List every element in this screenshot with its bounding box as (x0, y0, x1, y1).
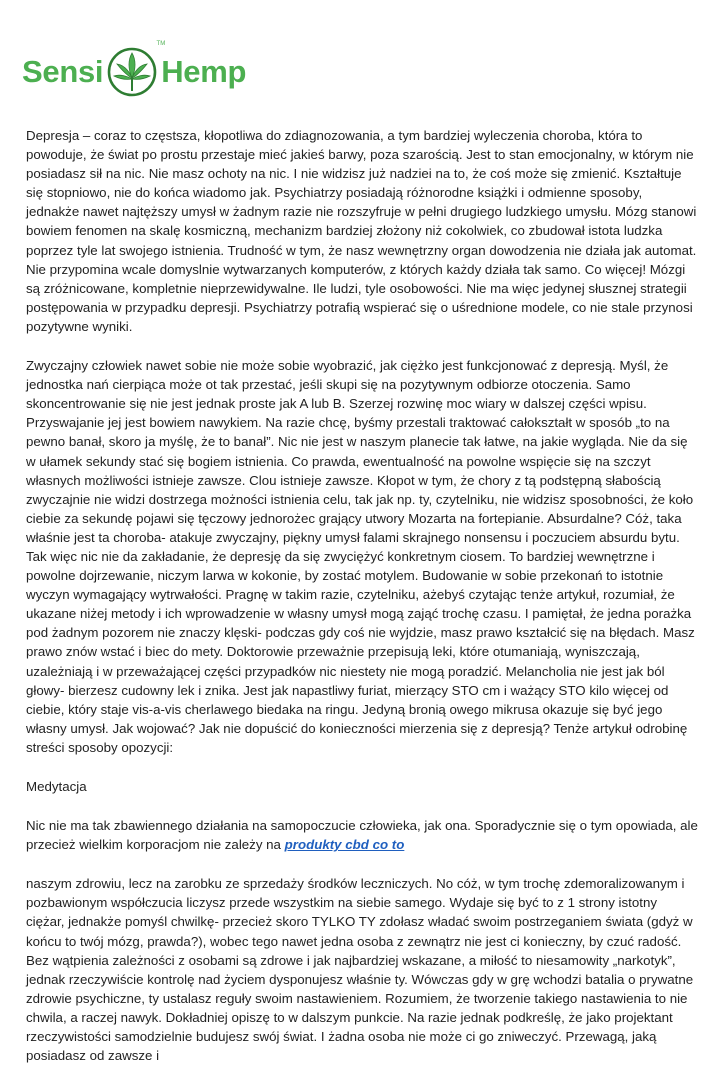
article-body (26, 126, 698, 1083)
hemp-leaf-svg (105, 45, 159, 99)
paragraph-meditation (26, 816, 698, 854)
paragraph-everyday-person: Zwyczajny człowiek nawet sobie nie może sobie wyobrazić, jak ciężko jest funkcjonować z depresją. Myśl, że jednostka nań cierpiąca może ot tak przestać, jeśli skupi się na pozytywnym odbiorze otoczenia. Samo skoncentrowanie się nie jest jednak proste jak A lub B. Szerzej rozwinę moc wiary w dalszej części wpisu. Przyswajanie jej jest bowiem nawykiem. Na razie chcę, byśmy przestali traktować całokształt w sposób „to na pewno banał, skoro ja myślę, że to banał”. Nic nie jest w naszym planecie tak łatwe, na jakie wygląda. Nie da się w ułamek sekundy stać się bogiem istnienia. Co prawda, ewentualność na powolne wspięcie się na szczyt własnych możliwości istnieje zawsze. Clou istnieje zawsze. Kłopot w tym, że chory z tą podstępną słabością zwyczajnie nie widzi dostrzega możności istnienia celu, tak jak np. ty, czytelniku, nie widzisz sposobności, że koło ciebie za sekundę pojawi się tęczowy jednorożec grający utwory Mozarta na fortepianie. Absurdalne? Cóż, taka właśnie jest ta choroba- atakuje zwyczajny, piękny umysł falami skrajnego nonsensu i poczuciem absurdu bytu. Tak więc nic nie da zakładanie, że depresję da się zwyciężyć konkretnym ciosem. To bardziej wewnętrzne i powolne dojrzewanie, niczym larwa w kokonie, by zostać motylem. Budowanie w sobie przekonań to istotnie wyczyn wymagający wytrwałości. Pragnę w takim razie, czytelniku, ażebyś czytając tenże artykuł, rozumiał, że ukazane niżej metody i ich wprowadzenie w własny umysł mogą zająć trochę czasu. I pamiętał, że jedna porażka pod żadnym pozorem nie znaczy klęski- podczas gdy coś nie wyjdzie, masz prawo kształcić się na błędach. Masz prawo znów wstać i biec do mety. Doktorowie przeważnie przepisują leki, które otumaniają, wyniszczają, uzależniają i w przeważającej części przypadków nic niestety nie mogą poradzić. Melancholia nie jest jak ból głowy- bierzesz cudowny lek i znika. Jest jak napastliwy furiat, mierzący STO cm i ważący STO kilo więcej od ciebie, który staje vis-a-vis cherlawego biedaka na ringu. Jedyną bronią owego mikrusa okazuje się być jego własny umysł. Jak wojować? Jak nie dopuścić do konieczności mierzenia się z depresją? Tenże artykuł odrobinę streści sposoby opozycji: (26, 358, 695, 755)
brand-name-left: Sensi (22, 54, 104, 89)
brand-logo[interactable] (22, 41, 247, 98)
trademark-label: TM (156, 41, 166, 47)
cbd-products-link[interactable]: produkty cbd co to (284, 837, 405, 853)
paragraph-health: naszym zdrowiu, lecz na zarobku ze sprzedaży środków leczniczych. No cóż, w tym trochę zdemoralizowanym i pozbawionym współczucia liczysz przede wszystkim na siebie samego. Wydaje się być to z 1 strony istotny ciężar, jednakże pomyśl chwilkę- przecież skoro TYLKO TY zdołasz władać swoim postrzeganiem świata (gdyż w końcu to twój mózg, prawda?), wobec tego nawet jedna osoba z zewnątrz nie jest ci konieczny, by czuć radość. Bez wątpienia zależności z osobami są zdrowe i jak najbardziej wskazane, a miłość to niesamowity „narkotyk”, jednak rzeczywiście kontrolę nad życiem dysponujesz właśnie ty. Wówczas gdy w grę wchodzi batalia o prywatne zdrowie psychiczne, ty ustalasz reguły swoim nastawieniem. Rozumiem, że tworzenie takiego nastawienia to nie chwila, a raczej nawyk. Dokładniej opiszę to w dalszym punkcie. Na razie jednak podkreślę, że jako projektant rzeczywistości samodzielnie budujesz swój świat. I żadna osoba nie może ci go zniweczyć. Przewagą, jaką posiadasz od zawsze i (26, 876, 694, 1064)
paragraph-meditation-text: Nic nie ma tak zbawiennego działania na samopoczucie człowieka, jak ona. Sporadycznie się o tym opowiada, ale przecież wielkim korporacjom nie zależy na (26, 818, 698, 853)
section-heading-meditation: Medytacja (26, 779, 87, 794)
brand-name-right: Hemp (161, 54, 247, 89)
hemp-leaf-icon (105, 41, 166, 99)
paragraph-intro: Depresja – coraz to częstsza, kłopotliwa do zdiagnozowania, a tym bardziej wyleczenia choroba, która to powoduje, że świat po prostu przestaje mieć jakieś barwy, poza szarością. Jest to stan emocjonalny, w którym nie posiadasz sił na nic. Nie masz ochoty na nic. I nie widzisz już nadziei na to, że coś może się zmienić. Kształtuje się stopniowo, nie do końca wiadomo jak. Psychiatrzy posiadają różnorodne książki i odmienne sposoby, jednakże nawet najtęższy umysł w żadnym razie nie rozszyfruje w pełni drugiego ludzkiego umysłu. Mózg stanowi bowiem fenomen na skalę kosmiczną, mechanizm bardziej złożony niż cokolwiek, co zbudował istota ludzka poprzez tyle lat swojego istnienia. Trudność w tym, że nasz wewnętrzny organ dowodzenia nie działa jak automat. Nie przypomina wcale domyslnie wytwarzanych komputerów, z których każdy działa tak samo. Co więcej! Mózgi są zróżnicowane, kompletnie nieprzewidywalne. Ile ludzi, tyle osobowości. Nie ma więc jedynej słusznej strategii postępowania w przypadku depresji. Psychiatrzy potrafią wspierać się o uśrednione modele, co nie stale przynosi pozytywne wyniki. (26, 128, 697, 334)
